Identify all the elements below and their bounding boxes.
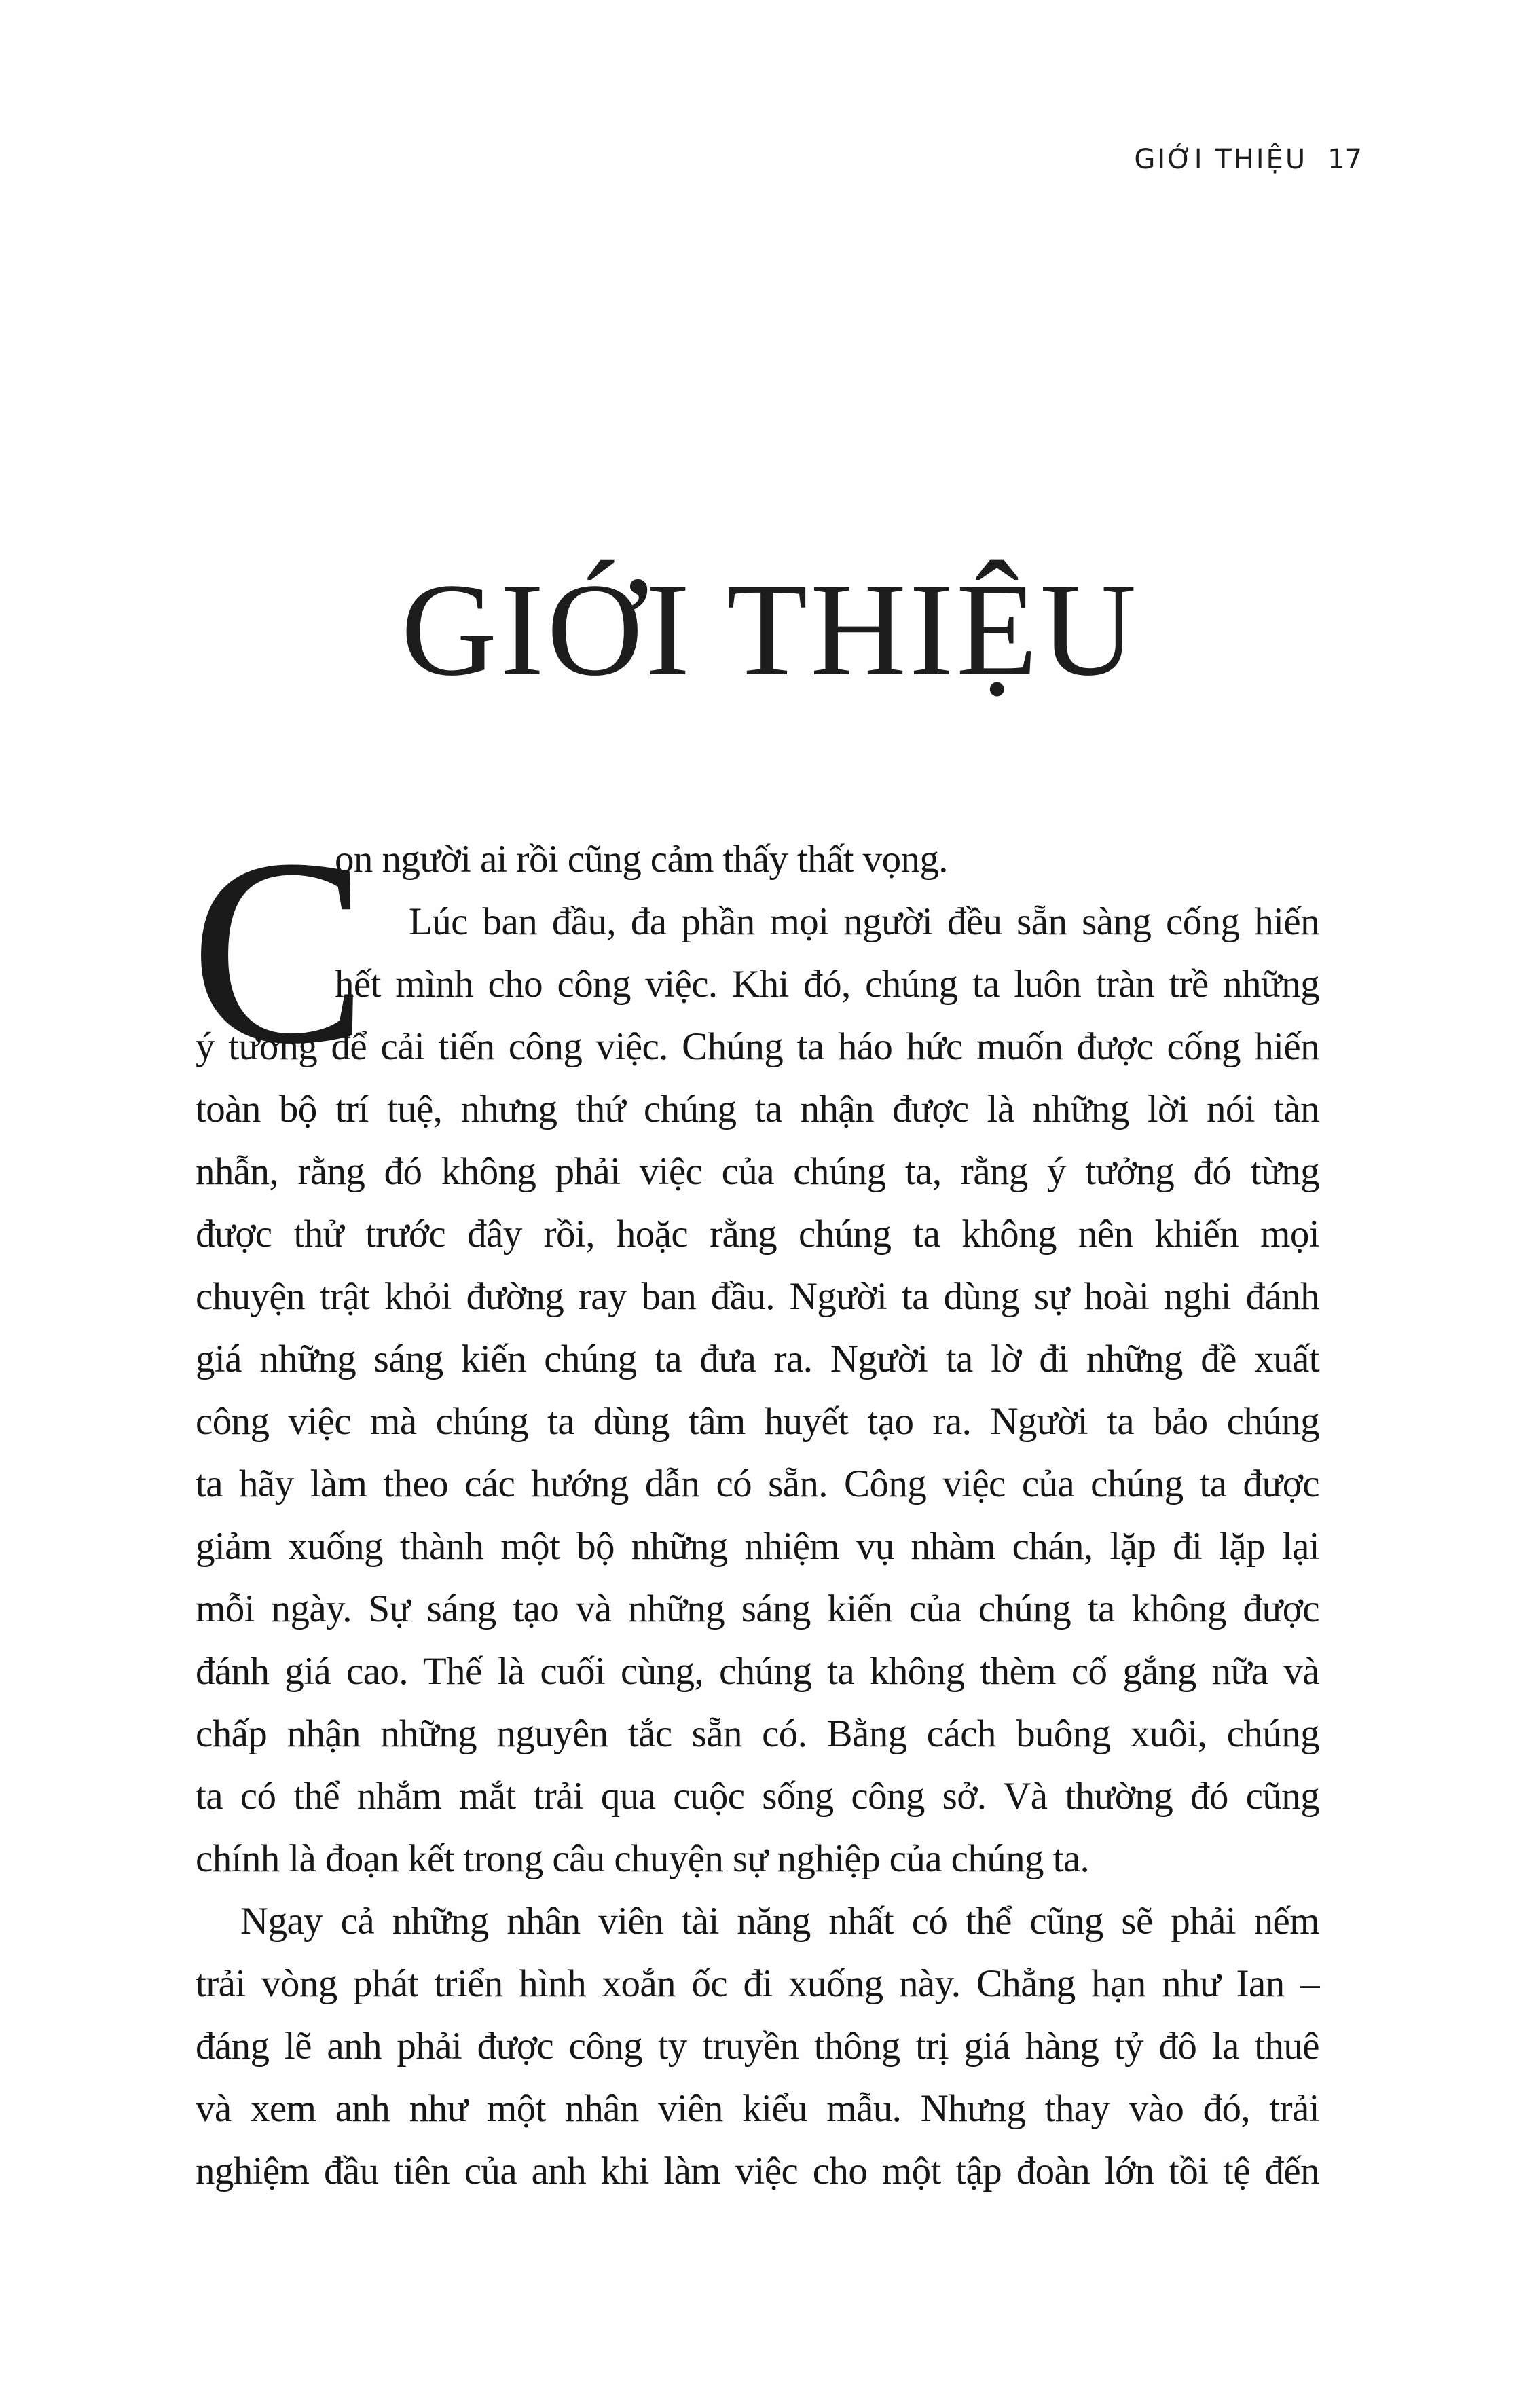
- text-line: nhẫn, rằng đó không phải việc của chúng ta, rằng ý tưởng đó từng: [196, 1150, 1319, 1193]
- running-head: [1134, 144, 1362, 175]
- page-number: 17: [1327, 144, 1362, 175]
- text-line: được thử trước đây rồi, hoặc rằng chúng ta không nên khiến mọi: [196, 1213, 1319, 1255]
- text-line: chấp nhận những nguyên tắc sẵn có. Bằng cách buông xuôi, chúng: [196, 1712, 1319, 1755]
- text-line: hết mình cho công việc. Khi đó, chúng ta luôn tràn trề những: [335, 963, 1319, 1006]
- text-line: ta có thể nhắm mắt trải qua cuộc sống công sở. Và thường đó cũng: [196, 1775, 1319, 1818]
- text-line: giảm xuống thành một bộ những nhiệm vụ nhàm chán, lặp đi lặp lại: [196, 1525, 1319, 1568]
- text-line: ta hãy làm theo các hướng dẫn có sẵn. Công việc của chúng ta được: [196, 1463, 1319, 1505]
- text-line: mỗi ngày. Sự sáng tạo và những sáng kiến của chúng ta không được: [196, 1587, 1319, 1630]
- text-line: on người ai rồi cũng cảm thấy thất vọng.: [335, 838, 948, 881]
- body-text: [196, 828, 1319, 2203]
- text-line: chuyện trật khỏi đường ray ban đầu. Người ta dùng sự hoài nghi đánh: [196, 1275, 1319, 1318]
- chapter-title: GIỚI THIỆU: [401, 556, 1139, 703]
- text-line: công việc mà chúng ta dùng tâm huyết tạo ra. Người ta bảo chúng: [196, 1400, 1319, 1443]
- text-line: ý tưởng để cải tiến công việc. Chúng ta háo hức muốn được cống hiến: [196, 1025, 1319, 1068]
- text-line: chính là đoạn kết trong câu chuyện sự nghiệp của chúng ta.: [196, 1837, 1090, 1880]
- text-line: Lúc ban đầu, đa phần mọi người đều sẵn sàng cống hiến: [409, 900, 1319, 943]
- text-line: trải vòng phát triển hình xoắn ốc đi xuống này. Chẳng hạn như Ian –: [196, 1962, 1319, 2005]
- text-line: đánh giá cao. Thế là cuối cùng, chúng ta không thèm cố gắng nữa và: [196, 1650, 1319, 1693]
- text-line: đáng lẽ anh phải được công ty truyền thông trị giá hàng tỷ đô la thuê: [196, 2025, 1319, 2067]
- text-line: giá những sáng kiến chúng ta đưa ra. Người ta lờ đi những đề xuất: [196, 1338, 1319, 1380]
- text-line: nghiệm đầu tiên của anh khi làm việc cho một tập đoàn lớn tồi tệ đến: [196, 2150, 1319, 2192]
- text-line: và xem anh như một nhân viên kiểu mẫu. Nhưng thay vào đó, trải: [196, 2087, 1319, 2130]
- text-line: Ngay cả những nhân viên tài năng nhất có thể cũng sẽ phải nếm: [240, 1900, 1319, 1943]
- drop-cap: C: [190, 804, 368, 1099]
- text-line: toàn bộ trí tuệ, nhưng thứ chúng ta nhận được là những lời nói tàn: [196, 1088, 1319, 1130]
- running-head-title: GIỚI THIỆU: [1134, 144, 1308, 175]
